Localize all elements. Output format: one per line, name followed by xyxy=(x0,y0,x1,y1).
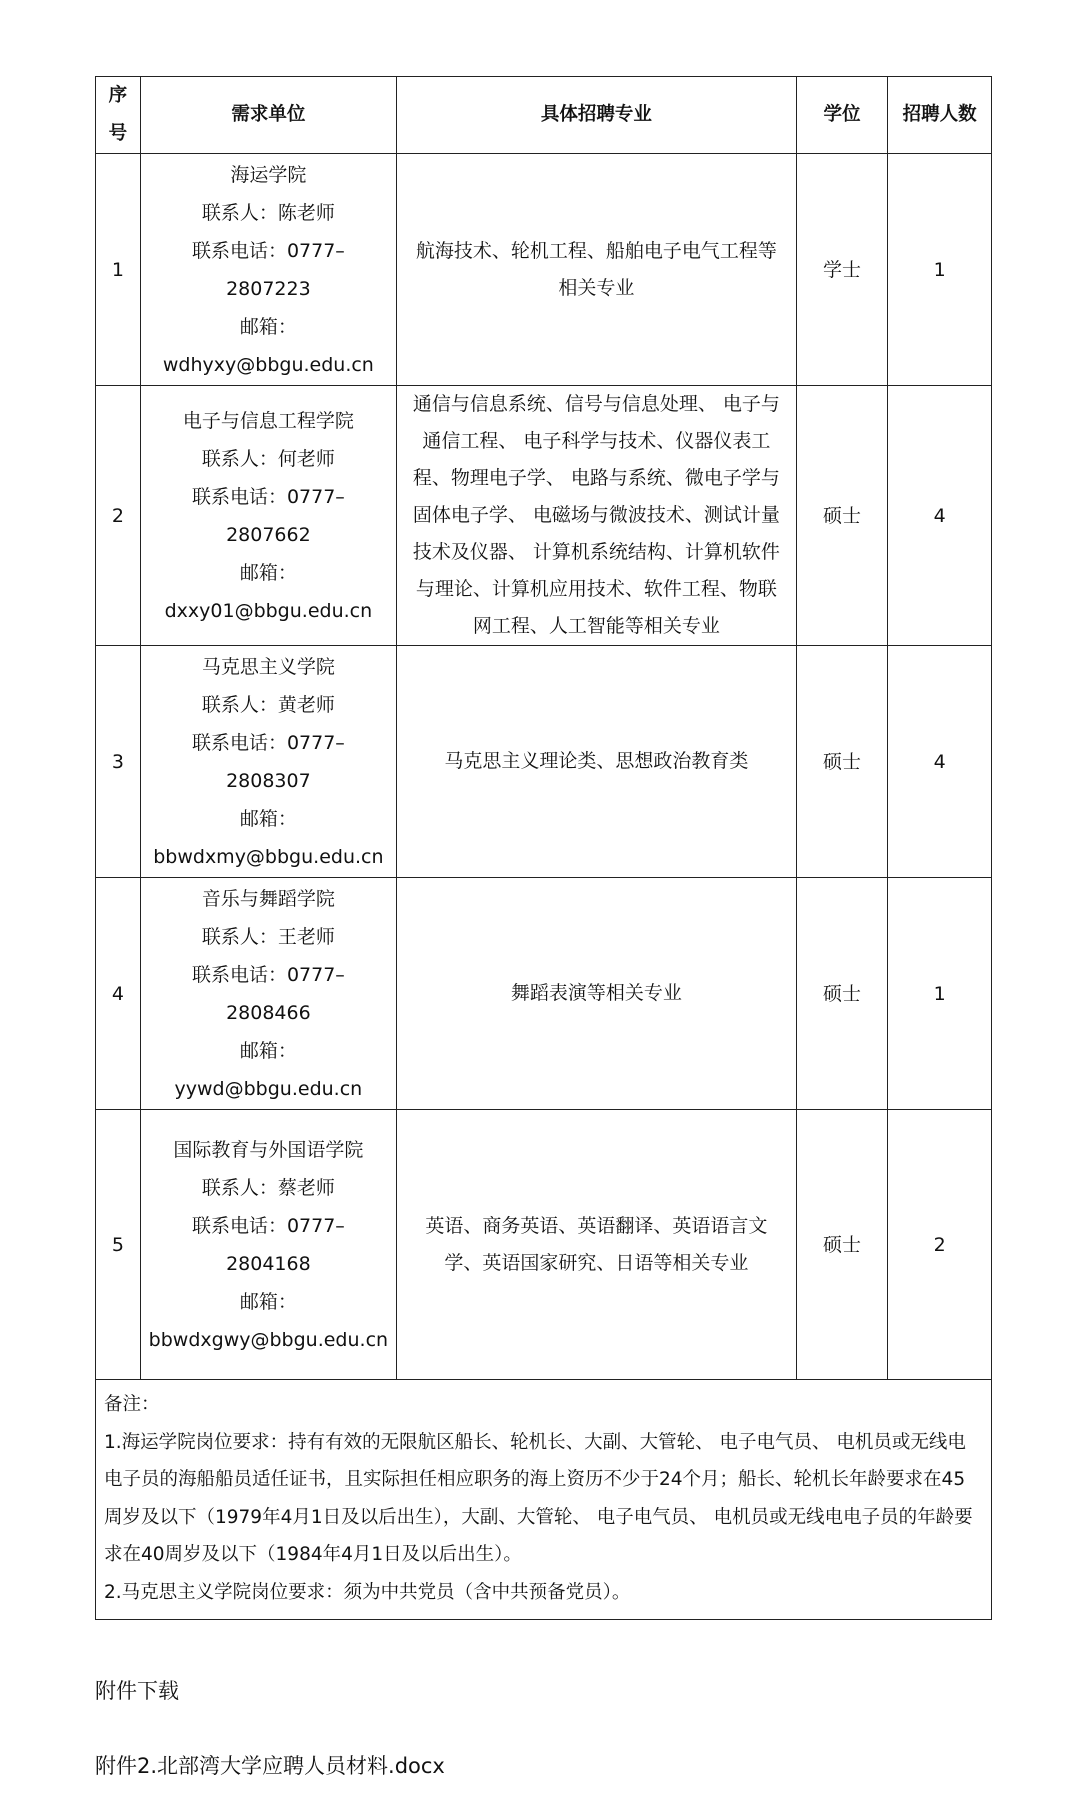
note-item: 2.马克思主义学院岗位要求：须为中共党员（含中共预备党员）。 xyxy=(104,1581,631,1603)
count-cell: 1 xyxy=(888,878,992,1110)
header-no: 序号 xyxy=(96,77,141,154)
unit-email-label: 邮箱： xyxy=(239,1039,297,1062)
unit-name: 国际教育与外国语学院 xyxy=(173,1138,364,1161)
table-row xyxy=(96,1110,992,1380)
count-cell: 4 xyxy=(888,386,992,646)
degree-cell: 学士 xyxy=(796,154,888,386)
header-unit: 需求单位 xyxy=(140,77,396,154)
unit-cell xyxy=(140,154,396,386)
row-number: 3 xyxy=(96,646,141,878)
unit-name: 电子与信息工程学院 xyxy=(182,409,354,432)
count-cell: 2 xyxy=(888,1110,992,1380)
degree-cell: 硕士 xyxy=(796,646,888,878)
unit-email: dxxy01@bbgu.edu.cn xyxy=(164,599,373,622)
major-cell: 航海技术、轮机工程、船舶电子电气工程等相关专业 xyxy=(397,154,797,386)
note-item: 1.海运学院岗位要求：持有有效的无限航区船长、轮机长、大副、大管轮、 电子电气员、 电机员或无线电电子员的海船船员适任证书，且实际担任相应职务的海上资历不少于24个月；船长、轮机长年龄要求在45周岁及以下（1979年4月1日及以后出生），大副、大管轮、 电子电气员、 电机员或无线电电子员的年龄要求在40周岁及以下（1984年4月1日及以后出生）。 xyxy=(104,1431,973,1565)
unit-phone-line1: 联系电话：0777– xyxy=(191,485,345,508)
unit-email-label: 邮箱： xyxy=(239,1290,297,1313)
recruitment-table xyxy=(95,76,992,1620)
unit-cell xyxy=(140,1110,396,1380)
degree-cell: 硕士 xyxy=(796,1110,888,1380)
table-header-row xyxy=(96,77,992,154)
unit-phone-line1: 联系电话：0777– xyxy=(191,731,345,754)
table-row xyxy=(96,646,992,878)
notes-cell xyxy=(96,1380,992,1620)
notes-row xyxy=(96,1380,992,1620)
unit-cell xyxy=(140,878,396,1110)
unit-name: 马克思主义学院 xyxy=(201,655,335,678)
degree-cell: 硕士 xyxy=(796,878,888,1110)
header-degree: 学位 xyxy=(796,77,888,154)
unit-phone-line2: 2808307 xyxy=(226,769,311,792)
major-cell: 舞蹈表演等相关专业 xyxy=(397,878,797,1110)
unit-contact: 联系人：陈老师 xyxy=(201,201,335,224)
unit-name: 海运学院 xyxy=(230,163,307,186)
unit-email: bbwdxmy@bbgu.edu.cn xyxy=(153,845,384,868)
unit-contact: 联系人：蔡老师 xyxy=(201,1176,335,1199)
header-major: 具体招聘专业 xyxy=(397,77,797,154)
table-row xyxy=(96,878,992,1110)
table-row xyxy=(96,386,992,646)
unit-phone-line1: 联系电话：0777– xyxy=(191,963,345,986)
unit-phone-line1: 联系电话：0777– xyxy=(191,1214,345,1237)
unit-email-label: 邮箱： xyxy=(239,315,297,338)
unit-email: yywd@bbgu.edu.cn xyxy=(174,1077,363,1100)
unit-phone-line2: 2807662 xyxy=(226,523,311,546)
unit-email: bbwdxgwy@bbgu.edu.cn xyxy=(148,1328,389,1351)
major-cell: 通信与信息系统、信号与信息处理、 电子与通信工程、 电子科学与技术、仪器仪表工程、物理电子学、 电路与系统、微电子学与固体电子学、 电磁场与微波技术、测试计量技术及仪器、 计算机系统结构、计算机软件与理论、计算机应用技术、软件工程、物联网工程、人工智能等相关专业 xyxy=(397,386,797,646)
row-number: 1 xyxy=(96,154,141,386)
major-cell: 英语、商务英语、英语翻译、英语语言文学、英语国家研究、日语等相关专业 xyxy=(397,1110,797,1380)
count-cell: 1 xyxy=(888,154,992,386)
unit-contact: 联系人：王老师 xyxy=(201,925,335,948)
notes-label: 备注： xyxy=(104,1394,160,1415)
major-cell: 马克思主义理论类、思想政治教育类 xyxy=(397,646,797,878)
degree-cell: 硕士 xyxy=(796,386,888,646)
unit-phone-line2: 2807223 xyxy=(226,277,311,300)
unit-name: 音乐与舞蹈学院 xyxy=(201,887,335,910)
unit-email-label: 邮箱： xyxy=(239,807,297,830)
unit-phone-line2: 2808466 xyxy=(226,1001,311,1024)
row-number: 4 xyxy=(96,878,141,1110)
unit-email: wdhyxy@bbgu.edu.cn xyxy=(162,353,374,376)
header-count: 招聘人数 xyxy=(888,77,992,154)
unit-contact: 联系人：黄老师 xyxy=(201,693,335,716)
row-number: 2 xyxy=(96,386,141,646)
count-cell: 4 xyxy=(888,646,992,878)
unit-phone-line2: 2804168 xyxy=(226,1252,311,1275)
table-row xyxy=(96,154,992,386)
unit-cell xyxy=(140,646,396,878)
unit-phone-line1: 联系电话：0777– xyxy=(191,239,345,262)
unit-contact: 联系人：何老师 xyxy=(201,447,335,470)
unit-cell xyxy=(140,386,396,646)
attachments-heading: 附件下载 xyxy=(95,1679,179,1703)
unit-email-label: 邮箱： xyxy=(239,561,297,584)
row-number: 5 xyxy=(96,1110,141,1380)
attachment-download-link[interactable]: 附件2.北部湾大学应聘人员材料.docx xyxy=(95,1754,445,1778)
